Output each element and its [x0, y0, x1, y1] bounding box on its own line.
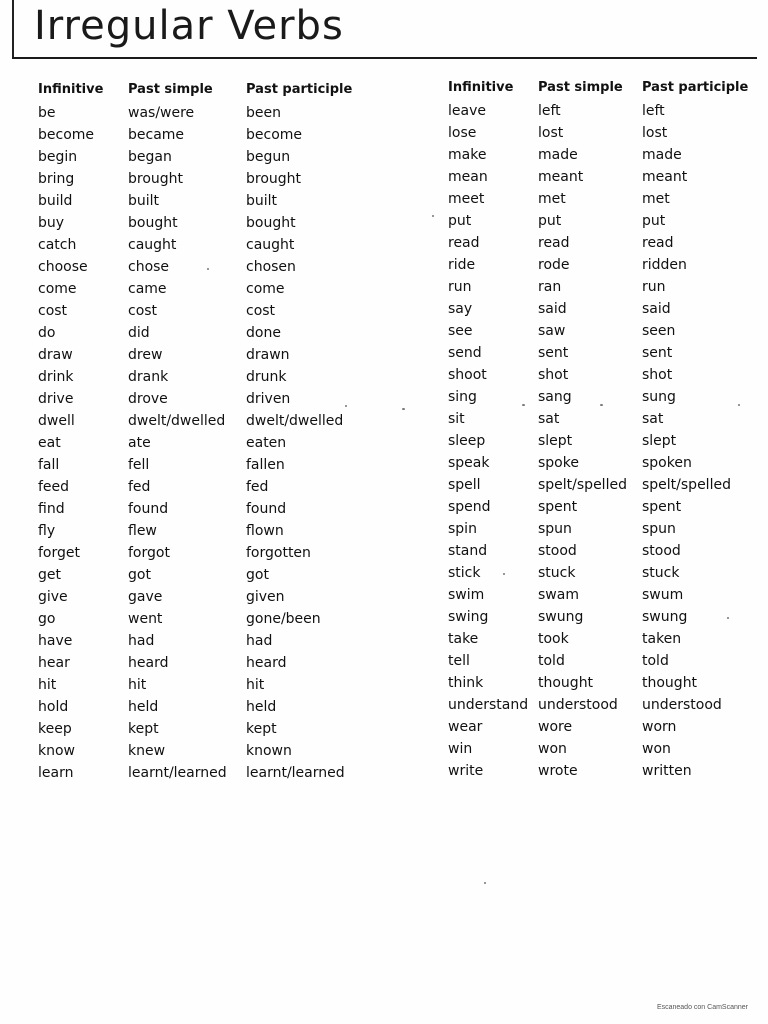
past-simple-cell: thought — [538, 675, 594, 691]
past-participle-cell: fed — [246, 479, 269, 495]
table-row — [448, 760, 768, 782]
past-simple-cell: ate — [128, 435, 151, 451]
past-participle-cell: worn — [642, 719, 677, 735]
infinitive-cell: feed — [38, 479, 70, 495]
infinitive-cell: make — [448, 147, 487, 163]
infinitive-cell: draw — [38, 347, 73, 363]
past-participle-cell: gone/been — [246, 611, 321, 627]
infinitive-cell: run — [448, 279, 472, 295]
past-simple-cell: sat — [538, 411, 560, 427]
past-participle-cell: given — [246, 589, 285, 605]
table-row — [38, 718, 388, 740]
table-row — [38, 212, 388, 234]
past-participle-cell: got — [246, 567, 269, 583]
table-row — [38, 564, 388, 586]
infinitive-cell: give — [38, 589, 68, 605]
past-simple-cell: lost — [538, 125, 564, 141]
scan-speck — [207, 268, 209, 270]
past-participle-cell: ridden — [642, 257, 687, 273]
past-simple-cell: sang — [538, 389, 572, 405]
past-participle-cell: bought — [246, 215, 296, 231]
past-participle-cell: cost — [246, 303, 276, 319]
past-participle-cell: spun — [642, 521, 676, 537]
table-row — [448, 584, 768, 606]
past-participle-cell: fallen — [246, 457, 285, 473]
scan-speck — [503, 573, 505, 575]
past-participle-cell: left — [642, 103, 665, 119]
infinitive-cell: understand — [448, 697, 529, 713]
scan-speck — [600, 404, 603, 406]
scan-speck — [738, 404, 740, 406]
past-participle-cell: drunk — [246, 369, 287, 385]
infinitive-cell: see — [448, 323, 473, 339]
past-simple-cell: made — [538, 147, 578, 163]
table-header — [38, 80, 388, 100]
past-simple-cell: swung — [538, 609, 584, 625]
past-simple-cell: held — [128, 699, 159, 715]
infinitive-cell: be — [38, 105, 56, 121]
infinitive-cell: take — [448, 631, 479, 647]
infinitive-cell: read — [448, 235, 480, 251]
table-row — [38, 388, 388, 410]
past-simple-cell: came — [128, 281, 167, 297]
header-past-simple: Past simple — [128, 82, 213, 97]
table-row — [448, 144, 768, 166]
infinitive-cell: begin — [38, 149, 78, 165]
past-participle-cell: made — [642, 147, 682, 163]
table-row — [38, 542, 388, 564]
table-row — [448, 100, 768, 122]
past-simple-cell: spelt/spelled — [538, 477, 627, 493]
infinitive-cell: have — [38, 633, 73, 649]
past-simple-cell: took — [538, 631, 569, 647]
past-participle-cell: heard — [246, 655, 287, 671]
past-simple-cell: sent — [538, 345, 569, 361]
past-simple-cell: swam — [538, 587, 579, 603]
past-simple-cell: chose — [128, 259, 170, 275]
past-simple-cell: ran — [538, 279, 562, 295]
infinitive-cell: lose — [448, 125, 477, 141]
header-past-participle: Past participle — [642, 80, 749, 95]
past-participle-cell: flown — [246, 523, 284, 539]
past-participle-cell: known — [246, 743, 292, 759]
table-row — [38, 256, 388, 278]
infinitive-cell: learn — [38, 765, 74, 781]
past-simple-cell: meant — [538, 169, 584, 185]
past-participle-cell: swung — [642, 609, 688, 625]
past-simple-cell: understood — [538, 697, 618, 713]
past-simple-cell: said — [538, 301, 567, 317]
past-simple-cell: put — [538, 213, 562, 229]
past-participle-cell: begun — [246, 149, 291, 165]
scan-speck — [402, 408, 405, 410]
table-row — [38, 674, 388, 696]
past-participle-cell: met — [642, 191, 670, 207]
past-participle-cell: swum — [642, 587, 684, 603]
table-row — [38, 454, 388, 476]
past-participle-cell: come — [246, 281, 285, 297]
table-row — [38, 168, 388, 190]
past-participle-cell: understood — [642, 697, 722, 713]
infinitive-cell: become — [38, 127, 95, 143]
table-row — [448, 496, 768, 518]
past-simple-cell: kept — [128, 721, 159, 737]
infinitive-cell: cost — [38, 303, 68, 319]
past-simple-cell: hit — [128, 677, 147, 693]
header-infinitive: Infinitive — [38, 82, 104, 97]
infinitive-cell: stand — [448, 543, 488, 559]
past-participle-cell: meant — [642, 169, 688, 185]
past-simple-cell: shot — [538, 367, 569, 383]
table-row — [38, 432, 388, 454]
table-row — [38, 278, 388, 300]
table-row — [448, 364, 768, 386]
infinitive-cell: swim — [448, 587, 485, 603]
past-participle-cell: stood — [642, 543, 681, 559]
past-simple-cell: rode — [538, 257, 570, 273]
past-simple-cell: told — [538, 653, 565, 669]
table-row — [38, 234, 388, 256]
past-participle-cell: taken — [642, 631, 682, 647]
past-simple-cell: brought — [128, 171, 184, 187]
past-participle-cell: sung — [642, 389, 676, 405]
past-simple-cell: heard — [128, 655, 169, 671]
table-row — [38, 652, 388, 674]
past-participle-cell: hit — [246, 677, 265, 693]
infinitive-cell: sleep — [448, 433, 486, 449]
past-participle-cell: held — [246, 699, 277, 715]
table-row — [448, 408, 768, 430]
infinitive-cell: meet — [448, 191, 485, 207]
table-row — [448, 540, 768, 562]
past-participle-cell: built — [246, 193, 278, 209]
past-participle-cell: learnt/learned — [246, 765, 345, 781]
table-row — [38, 740, 388, 762]
infinitive-cell: say — [448, 301, 473, 317]
infinitive-cell: ride — [448, 257, 476, 273]
table-row — [448, 474, 768, 496]
infinitive-cell: swing — [448, 609, 489, 625]
table-row — [448, 606, 768, 628]
infinitive-cell: come — [38, 281, 77, 297]
table-row — [38, 146, 388, 168]
past-participle-cell: found — [246, 501, 287, 517]
past-simple-cell: stuck — [538, 565, 576, 581]
past-simple-cell: caught — [128, 237, 177, 253]
past-participle-cell: seen — [642, 323, 676, 339]
past-participle-cell: become — [246, 127, 303, 143]
past-simple-cell: went — [128, 611, 163, 627]
table-row — [448, 188, 768, 210]
past-participle-cell: spoken — [642, 455, 692, 471]
past-participle-cell: read — [642, 235, 674, 251]
infinitive-cell: buy — [38, 215, 65, 231]
header-infinitive: Infinitive — [448, 80, 514, 95]
infinitive-cell: bring — [38, 171, 75, 187]
table-row — [38, 520, 388, 542]
verb-rows-left — [38, 102, 388, 784]
verb-rows-right — [448, 100, 768, 782]
table-row — [448, 562, 768, 584]
infinitive-cell: choose — [38, 259, 88, 275]
past-participle-cell: sat — [642, 411, 664, 427]
infinitive-cell: sing — [448, 389, 477, 405]
infinitive-cell: hold — [38, 699, 69, 715]
table-row — [448, 254, 768, 276]
past-participle-cell: written — [642, 763, 692, 779]
past-participle-cell: had — [246, 633, 273, 649]
table-row — [448, 122, 768, 144]
table-row — [448, 518, 768, 540]
table-row — [448, 694, 768, 716]
table-row — [448, 430, 768, 452]
table-row — [448, 232, 768, 254]
past-simple-cell: forgot — [128, 545, 170, 561]
past-simple-cell: stood — [538, 543, 577, 559]
verb-table-left — [38, 80, 388, 784]
past-simple-cell: read — [538, 235, 570, 251]
table-row — [38, 344, 388, 366]
infinitive-cell: send — [448, 345, 482, 361]
infinitive-cell: spend — [448, 499, 491, 515]
past-simple-cell: drank — [128, 369, 169, 385]
infinitive-cell: win — [448, 741, 473, 757]
table-row — [448, 738, 768, 760]
table-row — [448, 386, 768, 408]
past-simple-cell: dwelt/dwelled — [128, 413, 226, 429]
past-simple-cell: spoke — [538, 455, 579, 471]
page-title: Irregular Verbs — [34, 3, 344, 49]
infinitive-cell: catch — [38, 237, 77, 253]
table-row — [38, 608, 388, 630]
past-simple-cell: spent — [538, 499, 578, 515]
past-simple-cell: became — [128, 127, 185, 143]
table-row — [38, 762, 388, 784]
infinitive-cell: tell — [448, 653, 470, 669]
past-simple-cell: began — [128, 149, 172, 165]
past-simple-cell: slept — [538, 433, 573, 449]
infinitive-cell: dwell — [38, 413, 75, 429]
table-row — [38, 696, 388, 718]
infinitive-cell: hit — [38, 677, 57, 693]
past-participle-cell: caught — [246, 237, 295, 253]
table-row — [38, 586, 388, 608]
infinitive-cell: drink — [38, 369, 74, 385]
infinitive-cell: think — [448, 675, 484, 691]
past-simple-cell: wrote — [538, 763, 578, 779]
scan-speck — [522, 404, 525, 406]
infinitive-cell: know — [38, 743, 75, 759]
table-row — [38, 322, 388, 344]
past-simple-cell: won — [538, 741, 567, 757]
past-participle-cell: eaten — [246, 435, 287, 451]
table-row — [448, 650, 768, 672]
past-simple-cell: was/were — [128, 105, 195, 121]
table-row — [38, 410, 388, 432]
infinitive-cell: do — [38, 325, 56, 341]
table-row — [448, 342, 768, 364]
past-simple-cell: found — [128, 501, 169, 517]
infinitive-cell: get — [38, 567, 61, 583]
past-participle-cell: told — [642, 653, 669, 669]
table-row — [38, 300, 388, 322]
past-simple-cell: fed — [128, 479, 151, 495]
past-participle-cell: lost — [642, 125, 668, 141]
past-simple-cell: did — [128, 325, 150, 341]
table-row — [38, 630, 388, 652]
table-row — [448, 210, 768, 232]
past-participle-cell: stuck — [642, 565, 680, 581]
past-simple-cell: got — [128, 567, 151, 583]
past-simple-cell: spun — [538, 521, 572, 537]
infinitive-cell: wear — [448, 719, 483, 735]
past-simple-cell: had — [128, 633, 155, 649]
infinitive-cell: forget — [38, 545, 80, 561]
past-participle-cell: forgotten — [246, 545, 311, 561]
scan-speck — [432, 215, 434, 217]
past-participle-cell: run — [642, 279, 666, 295]
past-participle-cell: kept — [246, 721, 277, 737]
past-simple-cell: fell — [128, 457, 150, 473]
past-simple-cell: flew — [128, 523, 157, 539]
infinitive-cell: put — [448, 213, 472, 229]
scan-speck — [345, 405, 347, 407]
infinitive-cell: drive — [38, 391, 74, 407]
past-participle-cell: dwelt/dwelled — [246, 413, 344, 429]
table-row — [448, 672, 768, 694]
table-row — [448, 452, 768, 474]
past-simple-cell: met — [538, 191, 566, 207]
past-participle-cell: spent — [642, 499, 682, 515]
past-participle-cell: slept — [642, 433, 677, 449]
infinitive-cell: spell — [448, 477, 481, 493]
table-row — [448, 276, 768, 298]
past-simple-cell: left — [538, 103, 561, 119]
past-participle-cell: put — [642, 213, 666, 229]
table-row — [38, 102, 388, 124]
table-header — [448, 78, 768, 98]
past-participle-cell: chosen — [246, 259, 296, 275]
infinitive-cell: sit — [448, 411, 465, 427]
past-participle-cell: brought — [246, 171, 302, 187]
past-simple-cell: learnt/learned — [128, 765, 227, 781]
table-row — [448, 320, 768, 342]
past-participle-cell: been — [246, 105, 281, 121]
past-participle-cell: drawn — [246, 347, 290, 363]
past-simple-cell: gave — [128, 589, 163, 605]
infinitive-cell: stick — [448, 565, 481, 581]
infinitive-cell: go — [38, 611, 56, 627]
infinitive-cell: keep — [38, 721, 72, 737]
infinitive-cell: eat — [38, 435, 61, 451]
infinitive-cell: hear — [38, 655, 70, 671]
past-participle-cell: won — [642, 741, 671, 757]
past-participle-cell: said — [642, 301, 671, 317]
table-row — [38, 476, 388, 498]
table-row — [38, 124, 388, 146]
table-row — [38, 498, 388, 520]
left-border-rule — [12, 0, 14, 58]
past-simple-cell: bought — [128, 215, 178, 231]
scan-speck — [484, 882, 486, 884]
past-simple-cell: built — [128, 193, 160, 209]
infinitive-cell: spin — [448, 521, 477, 537]
infinitive-cell: build — [38, 193, 73, 209]
past-simple-cell: saw — [538, 323, 566, 339]
infinitive-cell: speak — [448, 455, 490, 471]
header-past-simple: Past simple — [538, 80, 623, 95]
infinitive-cell: fly — [38, 523, 56, 539]
past-participle-cell: spelt/spelled — [642, 477, 731, 493]
past-participle-cell: driven — [246, 391, 291, 407]
infinitive-cell: mean — [448, 169, 488, 185]
infinitive-cell: fall — [38, 457, 60, 473]
past-simple-cell: wore — [538, 719, 573, 735]
past-participle-cell: done — [246, 325, 281, 341]
infinitive-cell: write — [448, 763, 484, 779]
scan-speck — [727, 617, 729, 619]
title-underline-rule — [12, 57, 757, 59]
past-participle-cell: sent — [642, 345, 673, 361]
past-simple-cell: cost — [128, 303, 158, 319]
scanner-watermark: Escaneado con CamScanner — [656, 1004, 748, 1011]
table-row — [38, 366, 388, 388]
table-row — [448, 166, 768, 188]
infinitive-cell: shoot — [448, 367, 487, 383]
table-row — [448, 628, 768, 650]
table-row — [448, 298, 768, 320]
table-row — [448, 716, 768, 738]
infinitive-cell: find — [38, 501, 65, 517]
past-participle-cell: shot — [642, 367, 673, 383]
past-participle-cell: thought — [642, 675, 698, 691]
infinitive-cell: leave — [448, 103, 486, 119]
header-past-participle: Past participle — [246, 82, 353, 97]
past-simple-cell: drew — [128, 347, 163, 363]
past-simple-cell: drove — [128, 391, 168, 407]
verb-table-right — [448, 78, 768, 782]
past-simple-cell: knew — [128, 743, 166, 759]
table-row — [38, 190, 388, 212]
